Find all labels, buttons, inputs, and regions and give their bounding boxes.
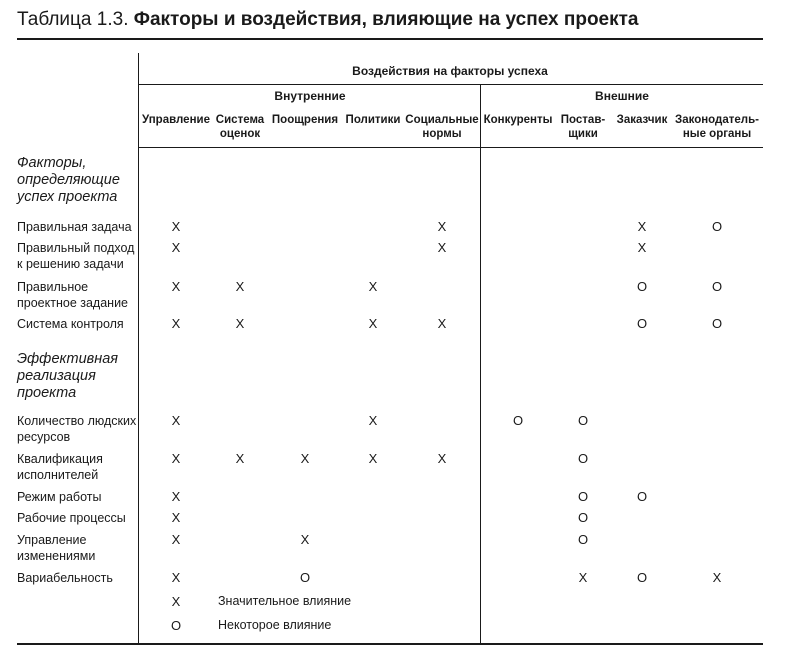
significant-mark: X [578, 570, 588, 585]
legend-symbol: X [171, 594, 181, 609]
some-mark: O [636, 279, 648, 294]
some-mark: O [636, 316, 648, 331]
table-number: Таблица 1.3. [17, 9, 129, 30]
significant-mark: X [171, 413, 181, 428]
some-mark: O [636, 489, 648, 504]
significant-mark: X [171, 570, 181, 585]
group-title: Воздействия на факторы успеха [352, 64, 548, 78]
table-caption: Факторы и воздействия, влияющие на успех проекта [133, 9, 639, 30]
significant-mark: X [368, 279, 378, 294]
significant-mark: X [437, 240, 447, 255]
row-label: Квалификация исполнителей [17, 452, 103, 482]
significant-mark: X [171, 532, 181, 547]
some-mark: O [636, 570, 648, 585]
row-label: Управление изменениями [17, 533, 96, 563]
some-mark: O [711, 279, 723, 294]
significant-mark: X [171, 451, 181, 466]
significant-mark: X [637, 240, 647, 255]
legend-symbol: O [170, 618, 182, 633]
section-title: Факторы, определяющие успех проекта [17, 155, 120, 205]
row-label: Система контроля [17, 317, 124, 331]
significant-mark: X [171, 219, 181, 234]
significant-mark: X [171, 510, 181, 525]
significant-mark: X [637, 219, 647, 234]
significant-mark: X [171, 316, 181, 331]
column-header: Конкуренты [483, 114, 553, 126]
significant-mark: X [235, 279, 245, 294]
some-mark: O [711, 316, 723, 331]
column-header-rule [138, 147, 763, 148]
significant-mark: X [235, 451, 245, 466]
column-header: Управление [142, 114, 210, 126]
some-mark: O [577, 489, 589, 504]
row-label: Правильное проектное задание [17, 280, 129, 310]
some-mark: O [711, 219, 723, 234]
row-label: Количество людских ресурсов [17, 414, 137, 444]
significant-mark: X [368, 413, 378, 428]
external-label: Внешние [595, 89, 649, 103]
bottom-rule [17, 643, 763, 645]
significant-mark: X [712, 570, 722, 585]
some-mark: O [299, 570, 311, 585]
column-header: Социальные нормы [405, 114, 479, 140]
some-mark: O [577, 451, 589, 466]
significant-mark: X [437, 316, 447, 331]
some-mark: O [577, 413, 589, 428]
legend-text: Некоторое влияние [218, 618, 332, 632]
top-rule [17, 38, 763, 40]
significant-mark: X [300, 532, 310, 547]
internal-label: Внутренние [274, 89, 346, 103]
significant-mark: X [437, 219, 447, 234]
significant-mark: X [171, 240, 181, 255]
column-header: Законодатель- ные органы [675, 114, 759, 140]
significant-mark: X [171, 489, 181, 504]
row-label: Режим работы [17, 490, 102, 504]
section-title: Эффективная реализация проекта [17, 351, 119, 401]
table-title [17, 9, 639, 31]
row-label: Правильный подход к решению задачи [17, 241, 135, 271]
column-header: Политики [345, 114, 401, 126]
significant-mark: X [171, 279, 181, 294]
column-header: Поощрения [271, 114, 339, 126]
row-label: Рабочие процессы [17, 511, 126, 525]
significant-mark: X [368, 451, 378, 466]
some-mark: O [512, 413, 524, 428]
internal-external-divider [480, 84, 481, 643]
row-label: Правильная задача [17, 220, 132, 234]
label-column-divider [138, 53, 139, 643]
significant-mark: X [235, 316, 245, 331]
column-header: Система оценок [215, 114, 265, 140]
some-mark: O [577, 510, 589, 525]
column-header: Постав- щики [560, 114, 606, 140]
legend-text: Значительное влияние [218, 594, 352, 608]
row-label: Вариабельность [17, 571, 113, 585]
significant-mark: X [368, 316, 378, 331]
significant-mark: X [437, 451, 447, 466]
column-header: Заказчик [616, 114, 668, 126]
group-header-rule [138, 84, 763, 85]
some-mark: O [577, 532, 589, 547]
significant-mark: X [300, 451, 310, 466]
